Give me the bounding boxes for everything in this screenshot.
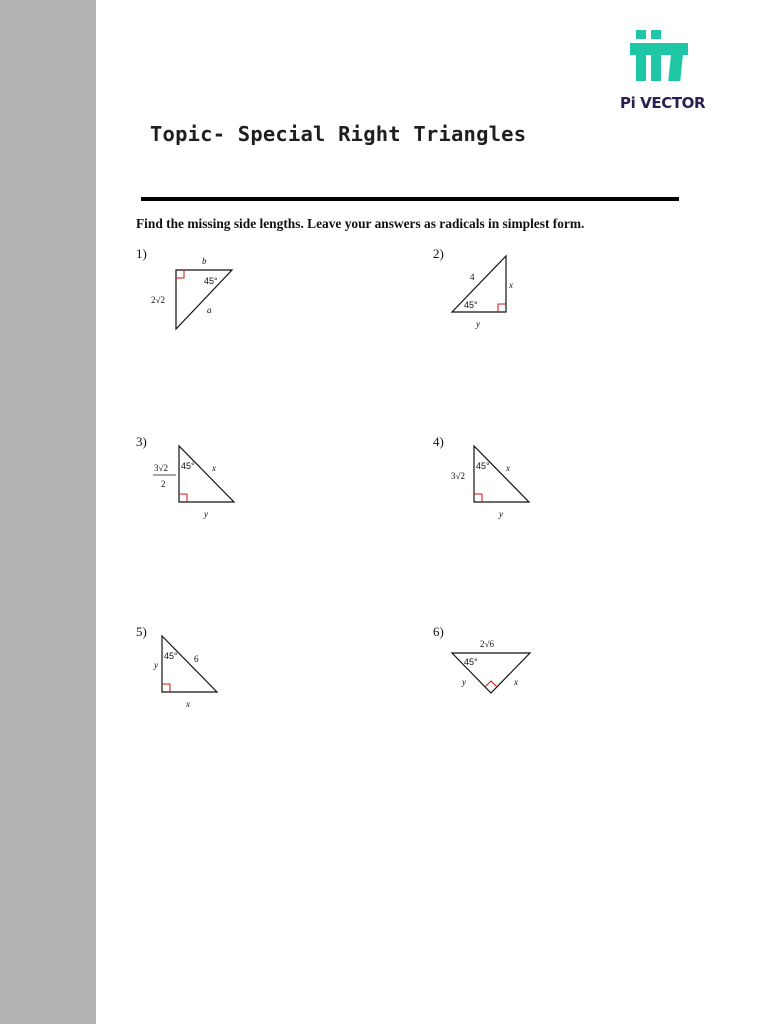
- problem-6-triangle: [440, 630, 560, 720]
- problem-2-triangle: [440, 248, 560, 338]
- problem-6-number: 6): [433, 624, 444, 639]
- label-bottom: y: [499, 509, 503, 519]
- pi-vector-logo: [616, 26, 706, 114]
- page-title: Topic- Special Right Triangles: [150, 122, 527, 146]
- left-margin-bar: [0, 0, 96, 1024]
- problem-4-number: 4): [433, 434, 444, 449]
- problem-5-number: 5): [136, 624, 147, 639]
- problem-3-triangle: [146, 440, 266, 530]
- label-hyp: 4: [470, 272, 475, 282]
- label-bottom: y: [204, 509, 208, 519]
- label-angle: 45°: [204, 276, 218, 286]
- label-bottom: x: [186, 699, 190, 709]
- label-hyp: x: [212, 463, 216, 473]
- label-angle: 45°: [181, 461, 195, 471]
- label-top: 2√6: [480, 639, 494, 649]
- label-top: b: [202, 256, 207, 266]
- problem-4-triangle: [440, 440, 560, 530]
- label-angle: 45°: [164, 651, 178, 661]
- problem-3-number: 3): [136, 434, 147, 449]
- logo-wordmark: Pi VECTOR: [620, 94, 706, 112]
- label-left-num: 3√2: [154, 463, 168, 473]
- label-angle: 45°: [464, 300, 478, 310]
- label-angle: 45°: [476, 461, 490, 471]
- label-left: 2√2: [151, 295, 165, 305]
- instructions-text: Find the missing side lengths. Leave your answers as radicals in simplest form.: [136, 216, 585, 231]
- label-left: y: [462, 677, 466, 687]
- label-left-den: 2: [161, 479, 166, 489]
- problem-2-number: 2): [433, 246, 444, 261]
- label-left: y: [154, 660, 158, 670]
- problem-5-triangle: [146, 630, 266, 720]
- label-hyp: a: [207, 305, 212, 315]
- label-hyp: x: [506, 463, 510, 473]
- label-hyp: 6: [194, 654, 199, 664]
- label-left: 3√2: [451, 471, 465, 481]
- problem-1-triangle: [140, 252, 260, 342]
- label-right: x: [509, 280, 513, 290]
- label-right: x: [514, 677, 518, 687]
- problem-1-number: 1): [136, 246, 147, 261]
- label-angle: 45°: [464, 657, 478, 667]
- label-bottom: y: [476, 319, 480, 329]
- title-divider: [141, 197, 679, 201]
